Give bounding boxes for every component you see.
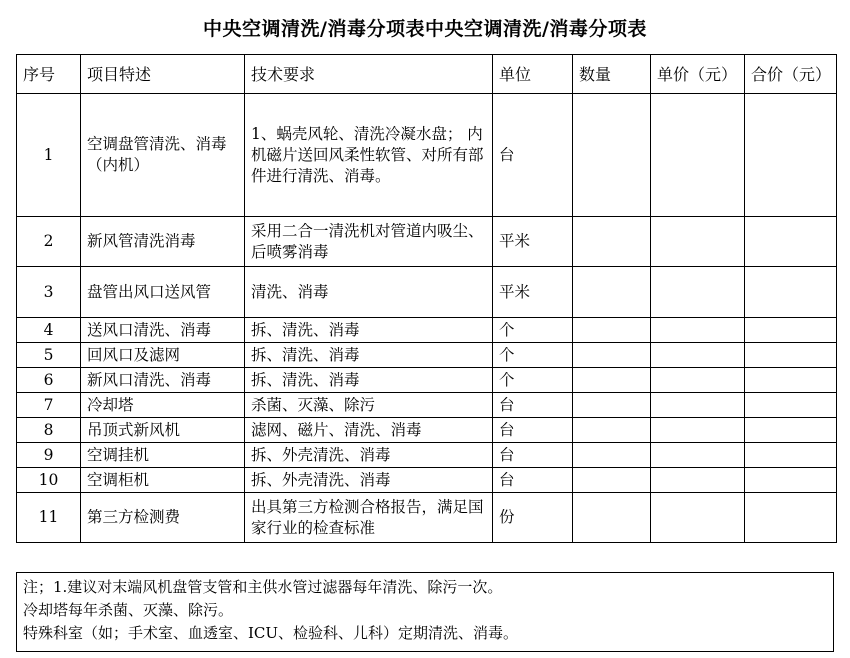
- row-item: 送风口清洗、消毒: [81, 318, 245, 343]
- note-line: 冷却塔每年杀菌、灭藻、除污。: [23, 601, 234, 619]
- row-item: 冷却塔: [81, 393, 245, 418]
- header-seq: 序号: [17, 55, 81, 94]
- row-total: [745, 368, 837, 393]
- table-header-row: [17, 55, 837, 94]
- table-row: [17, 94, 837, 217]
- row-unit: 平米: [493, 217, 573, 267]
- row-total: [745, 393, 837, 418]
- row-price: [651, 94, 745, 217]
- row-qty: [573, 443, 651, 468]
- row-price: [651, 217, 745, 267]
- row-qty: [573, 318, 651, 343]
- row-total: [745, 94, 837, 217]
- row-seq: 3: [17, 267, 81, 318]
- table-row: [17, 393, 837, 418]
- row-item: 空调盘管清洗、消毒（内机）: [81, 94, 245, 217]
- header-price: 单价（元）: [651, 55, 745, 94]
- header-unit: 单位: [493, 55, 573, 94]
- row-item: 第三方检测费: [81, 493, 245, 543]
- row-spec: 拆、外壳清洗、消毒: [245, 443, 493, 468]
- row-total: [745, 493, 837, 543]
- row-qty: [573, 393, 651, 418]
- row-price: [651, 393, 745, 418]
- table-row: [17, 217, 837, 267]
- row-seq: 10: [17, 468, 81, 493]
- table-row: [17, 468, 837, 493]
- row-price: [651, 468, 745, 493]
- row-seq: 4: [17, 318, 81, 343]
- row-unit: 台: [493, 468, 573, 493]
- table-row: [17, 318, 837, 343]
- row-price: [651, 318, 745, 343]
- row-item: 盘管出风口送风管: [81, 267, 245, 318]
- row-qty: [573, 267, 651, 318]
- row-unit: 台: [493, 443, 573, 468]
- row-spec: 拆、清洗、消毒: [245, 343, 493, 368]
- row-spec: 滤网、磁片、清洗、消毒: [245, 418, 493, 443]
- row-spec: 清洗、消毒: [245, 267, 493, 318]
- row-unit: 个: [493, 318, 573, 343]
- row-spec: 拆、清洗、消毒: [245, 318, 493, 343]
- row-unit: 个: [493, 343, 573, 368]
- row-price: [651, 443, 745, 468]
- row-seq: 2: [17, 217, 81, 267]
- row-qty: [573, 468, 651, 493]
- row-qty: [573, 343, 651, 368]
- row-total: [745, 343, 837, 368]
- row-qty: [573, 217, 651, 267]
- row-price: [651, 493, 745, 543]
- pricing-table: [16, 54, 837, 543]
- row-unit: 平米: [493, 267, 573, 318]
- row-price: [651, 418, 745, 443]
- row-qty: [573, 94, 651, 217]
- row-seq: 9: [17, 443, 81, 468]
- row-item: 回风口及滤网: [81, 343, 245, 368]
- row-unit: 台: [493, 393, 573, 418]
- row-qty: [573, 368, 651, 393]
- row-qty: [573, 493, 651, 543]
- row-item: 空调挂机: [81, 443, 245, 468]
- row-total: [745, 318, 837, 343]
- row-spec: 1、蜗壳风轮、清洗冷凝水盘； 内机磁片送回风柔性软管、对所有部件进行清洗、消毒。: [245, 94, 493, 217]
- row-seq: 6: [17, 368, 81, 393]
- row-item: 新风口清洗、消毒: [81, 368, 245, 393]
- row-spec: 杀菌、灭藻、除污: [245, 393, 493, 418]
- table-row: [17, 493, 837, 543]
- header-total: 合价（元）: [745, 55, 837, 94]
- row-seq: 11: [17, 493, 81, 543]
- table-row: [17, 418, 837, 443]
- row-unit: 个: [493, 368, 573, 393]
- table-row: [17, 343, 837, 368]
- header-qty: 数量: [573, 55, 651, 94]
- row-unit: 台: [493, 94, 573, 217]
- row-price: [651, 368, 745, 393]
- row-total: [745, 418, 837, 443]
- row-unit: 台: [493, 418, 573, 443]
- row-total: [745, 217, 837, 267]
- table-row: [17, 368, 837, 393]
- row-item: 吊顶式新风机: [81, 418, 245, 443]
- table-row: [17, 267, 837, 318]
- row-price: [651, 267, 745, 318]
- row-seq: 8: [17, 418, 81, 443]
- row-seq: 7: [17, 393, 81, 418]
- row-seq: 5: [17, 343, 81, 368]
- row-seq: 1: [17, 94, 81, 217]
- row-price: [651, 343, 745, 368]
- row-spec: 出具第三方检测合格报告，满足国家行业的检查标准: [245, 493, 493, 543]
- header-spec: 技术要求: [245, 55, 493, 94]
- row-item: 新风管清洗消毒: [81, 217, 245, 267]
- row-spec: 拆、清洗、消毒: [245, 368, 493, 393]
- row-qty: [573, 418, 651, 443]
- page-title: 中央空调清洗/消毒分项表中央空调清洗/消毒分项表: [203, 18, 647, 40]
- row-total: [745, 267, 837, 318]
- row-spec: 拆、外壳清洗、消毒: [245, 468, 493, 493]
- note-line: 注；1.建议对末端风机盘管支管和主供水管过滤器每年清洗、除污一次。: [23, 578, 503, 596]
- row-item: 空调柜机: [81, 468, 245, 493]
- note-line: 特殊科室（如；手术室、血透室、ICU、检验科、儿科）定期清洗、消毒。: [23, 624, 519, 642]
- row-total: [745, 443, 837, 468]
- row-spec: 采用二合一清洗机对管道内吸尘、后喷雾消毒: [245, 217, 493, 267]
- table-row: [17, 443, 837, 468]
- header-item: 项目特述: [81, 55, 245, 94]
- row-total: [745, 468, 837, 493]
- notes-box: [16, 572, 834, 652]
- row-unit: 份: [493, 493, 573, 543]
